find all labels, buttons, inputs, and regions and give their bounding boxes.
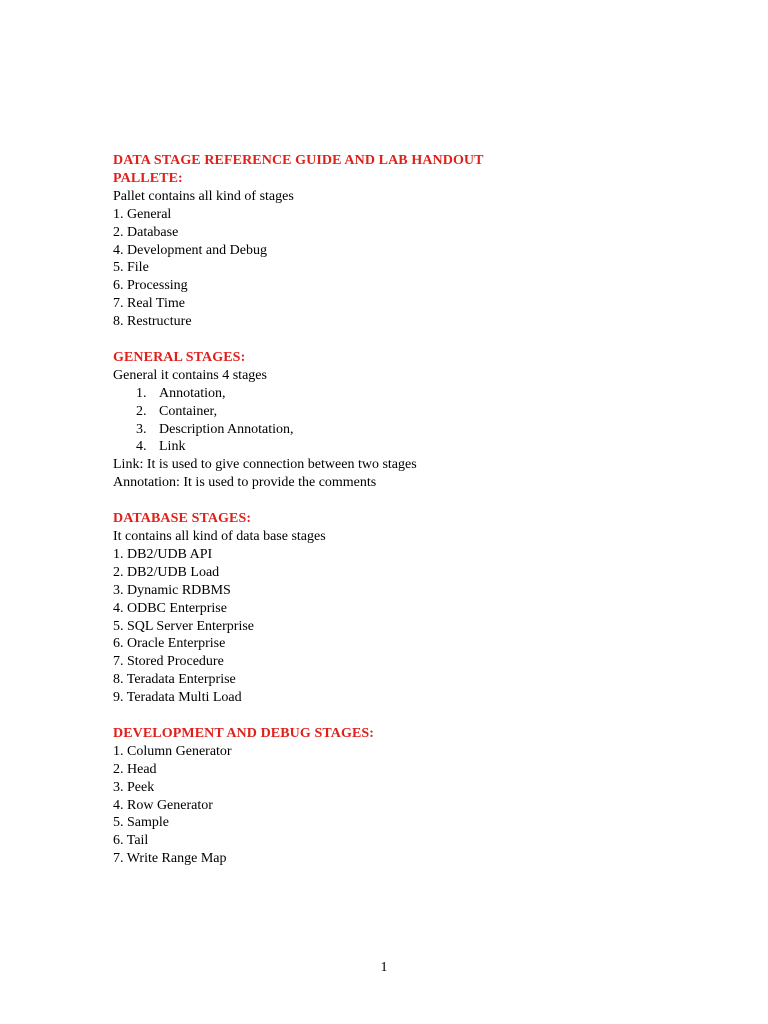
document-body bbox=[113, 152, 673, 868]
pallete-intro: Pallet contains all kind of stages bbox=[113, 188, 294, 204]
list-item: 5. SQL Server Enterprise bbox=[113, 618, 254, 634]
list-item: 2. Database bbox=[113, 224, 179, 240]
list-item: 2. DB2/UDB Load bbox=[113, 564, 220, 580]
list-item: 2. Head bbox=[113, 761, 157, 777]
list-item: 8. Restructure bbox=[113, 314, 192, 330]
list-item: 7. Real Time bbox=[113, 296, 185, 312]
general-stages-intro: General it contains 4 stages bbox=[113, 367, 267, 383]
development-debug-heading: DEVELOPMENT AND DEBUG STAGES: bbox=[113, 725, 375, 741]
list-item: 8. Teradata Enterprise bbox=[113, 672, 236, 688]
list-item: 7. Write Range Map bbox=[113, 851, 227, 867]
database-stages-list bbox=[113, 546, 673, 707]
list-item bbox=[113, 385, 673, 403]
page-number: 1 bbox=[380, 960, 388, 975]
list-item bbox=[113, 438, 673, 456]
database-stages-heading: DATABASE STAGES: bbox=[113, 511, 252, 527]
section-spacer bbox=[113, 492, 673, 510]
list-item: 9. Teradata Multi Load bbox=[113, 690, 242, 706]
list-item: 1. DB2/UDB API bbox=[113, 546, 213, 562]
list-item: 4. ODBC Enterprise bbox=[113, 600, 227, 616]
section-spacer bbox=[113, 707, 673, 725]
list-item: 5. Sample bbox=[113, 815, 169, 831]
list-item: 6. Tail bbox=[113, 833, 149, 849]
link-note: Link: It is used to give connection between two stages bbox=[113, 457, 417, 473]
pallete-heading: PALLETE: bbox=[113, 170, 183, 186]
list-item: 1. Column Generator bbox=[113, 743, 232, 759]
annotation-note: Annotation: It is used to provide the comments bbox=[113, 475, 377, 491]
database-stages-intro: It contains all kind of data base stages bbox=[113, 529, 326, 544]
list-item-number: 3. bbox=[136, 421, 147, 437]
section-spacer bbox=[113, 331, 673, 349]
list-item-text: Container, bbox=[159, 403, 218, 419]
list-item: 4. Row Generator bbox=[113, 797, 213, 813]
list-item-number: 1. bbox=[136, 385, 147, 401]
list-item: 3. Dynamic RDBMS bbox=[113, 582, 231, 598]
general-stages-heading: GENERAL STAGES: bbox=[113, 349, 246, 365]
list-item-number: 2. bbox=[136, 403, 147, 419]
list-item: 6. Processing bbox=[113, 278, 188, 294]
list-item-text: Link bbox=[159, 439, 186, 455]
document-title: DATA STAGE REFERENCE GUIDE AND LAB HANDOUT bbox=[113, 153, 484, 168]
list-item: 1. General bbox=[113, 206, 172, 222]
list-item: 3. Peek bbox=[113, 779, 155, 795]
development-debug-list bbox=[113, 743, 673, 868]
general-stages-list bbox=[113, 385, 673, 457]
list-item: 6. Oracle Enterprise bbox=[113, 636, 226, 652]
list-item bbox=[113, 421, 673, 439]
list-item bbox=[113, 403, 673, 421]
list-item: 7. Stored Procedure bbox=[113, 654, 224, 670]
list-item-text: Annotation, bbox=[159, 385, 226, 401]
list-item: 5. File bbox=[113, 260, 149, 276]
list-item: 4. Development and Debug bbox=[113, 242, 267, 258]
pallete-list bbox=[113, 206, 673, 331]
list-item-number: 4. bbox=[136, 439, 147, 455]
list-item-text: Description Annotation, bbox=[159, 421, 294, 437]
